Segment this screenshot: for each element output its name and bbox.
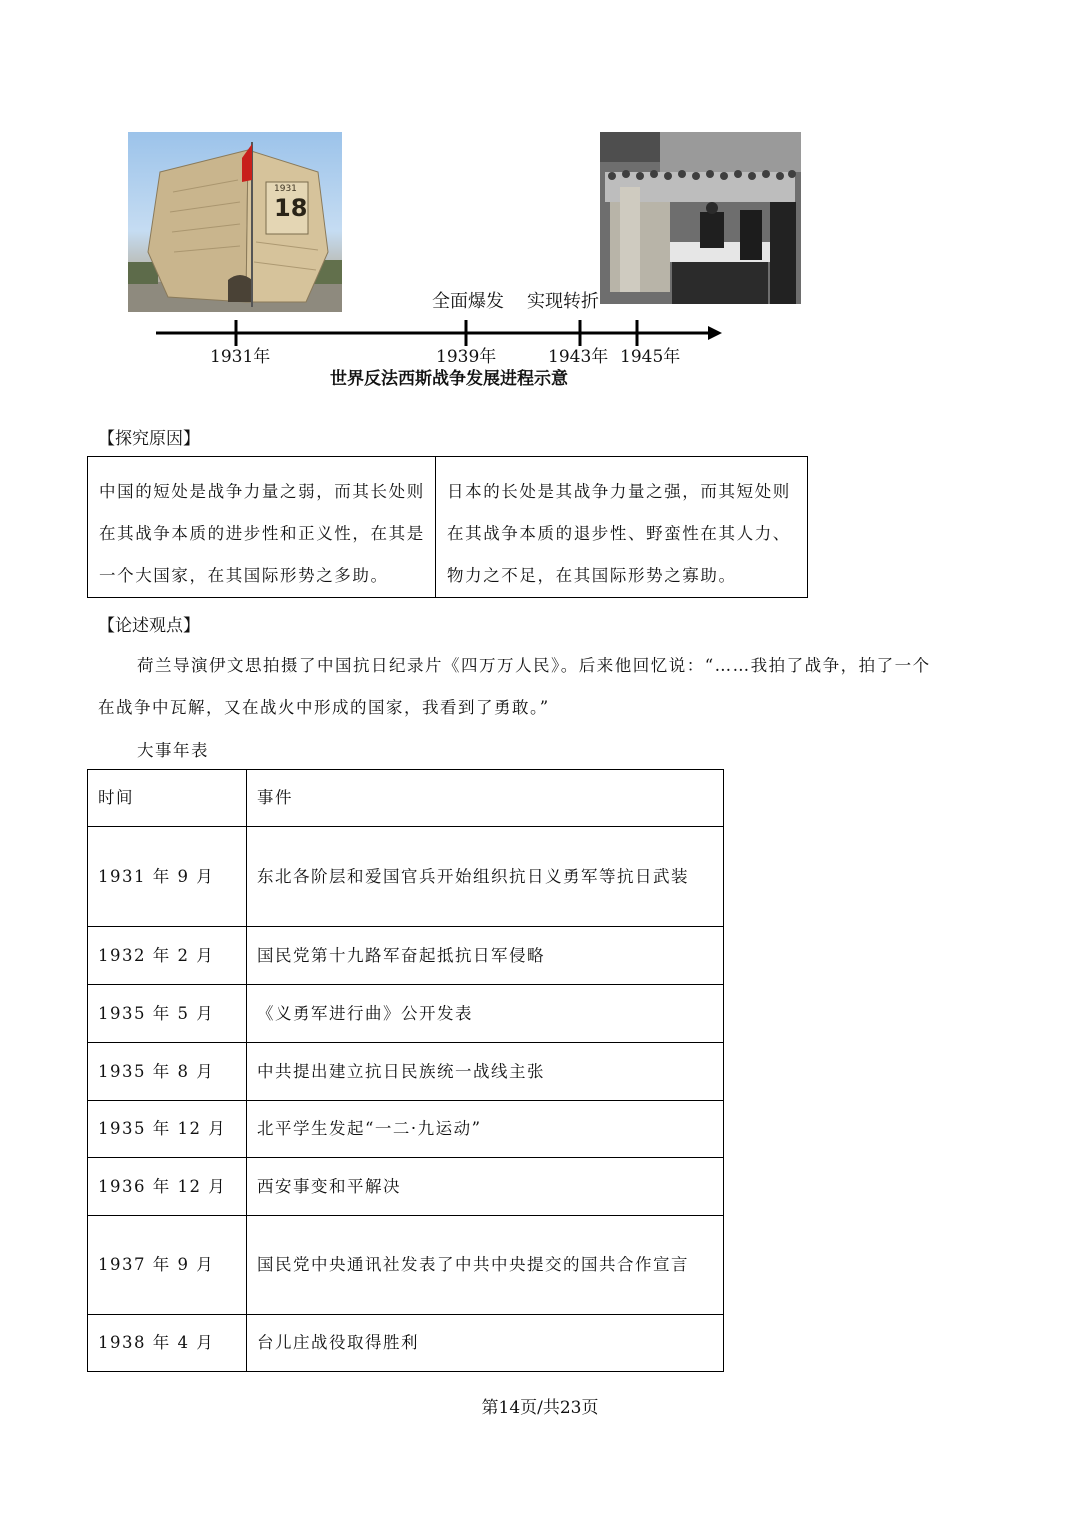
row-time: 1935 年 8 月 [88, 1043, 247, 1101]
figure-caption: 世界反法西斯战争发展进程示意 [330, 369, 568, 389]
year-label-1939: 1939年 [436, 347, 497, 367]
quote-paragraph-line-2: 在战争中瓦解，又在战火中形成的国家，我看到了勇敢。” [98, 698, 550, 717]
header-event: 事件 [247, 770, 724, 827]
row-event: 西安事变和平解决 [247, 1158, 724, 1216]
year-label-1931: 1931年 [210, 347, 271, 367]
header-time: 时间 [88, 770, 247, 827]
row-time: 1935 年 12 月 [88, 1101, 247, 1158]
row-event: 国民党第十九路军奋起抵抗日军侵略 [247, 927, 724, 985]
row-time: 1938 年 4 月 [88, 1315, 247, 1372]
table-row [88, 985, 724, 1043]
year-label-1943: 1943年 [548, 347, 609, 367]
row-time: 1935 年 5 月 [88, 985, 247, 1043]
japan-analysis-cell: 日本的长处是其战争力量之强，而其短处则在其战争本质的退步性、野蛮性在其人力、物力之不足，在其国际形势之寡助。 [447, 482, 791, 585]
year-label-1945: 1945年 [620, 347, 681, 367]
stage-label-outbreak: 全面爆发 [432, 291, 504, 312]
row-time: 1936 年 12 月 [88, 1158, 247, 1216]
row-time: 1932 年 2 月 [88, 927, 247, 985]
row-time: 1931 年 9 月 [88, 827, 247, 927]
row-event: 《义勇军进行曲》公开发表 [247, 985, 724, 1043]
table-row [88, 1043, 724, 1101]
table-row [88, 1315, 724, 1372]
argument-heading: 【论述观点】 [98, 616, 200, 636]
quote-paragraph-line-1: 荷兰导演伊文思拍摄了中国抗日纪录片《四万万人民》。后来他回忆说：“……我拍了战争，拍了一个 [137, 656, 931, 675]
table-header-row [88, 770, 724, 827]
table-row [88, 827, 724, 927]
reasons-heading: 【探究原因】 [98, 429, 200, 449]
table-row [88, 1216, 724, 1315]
page-footer: 第14页/共23页 [481, 1398, 599, 1418]
comparison-table [87, 456, 808, 598]
china-analysis-cell: 中国的短处是战争力量之弱，而其长处则在其战争本质的进步性和正义性，在其是一个大国家，在其国际形势之多助。 [88, 457, 436, 597]
row-event: 国民党中央通讯社发表了中共中央提交的国共合作宣言 [247, 1216, 724, 1315]
row-event: 东北各阶层和爱国官兵开始组织抗日义勇军等抗日武装 [247, 827, 724, 927]
row-event: 台儿庄战役取得胜利 [247, 1315, 724, 1372]
row-event: 中共提出建立抗日民族统一战线主张 [247, 1043, 724, 1101]
events-table [87, 769, 724, 1372]
stage-label-turning-point: 实现转折 [527, 291, 599, 312]
calendar-day: 18 [274, 194, 308, 222]
row-time: 1937 年 9 月 [88, 1216, 247, 1315]
memorial-photo [128, 132, 342, 312]
surrender-ceremony-photo [600, 132, 801, 304]
row-event: 北平学生发起“一二·九运动” [247, 1101, 724, 1158]
table-row [88, 1101, 724, 1158]
events-table-title: 大事年表 [137, 741, 209, 760]
table-row [88, 1158, 724, 1216]
calendar-year: 1931 [274, 184, 297, 194]
table-row [88, 927, 724, 985]
